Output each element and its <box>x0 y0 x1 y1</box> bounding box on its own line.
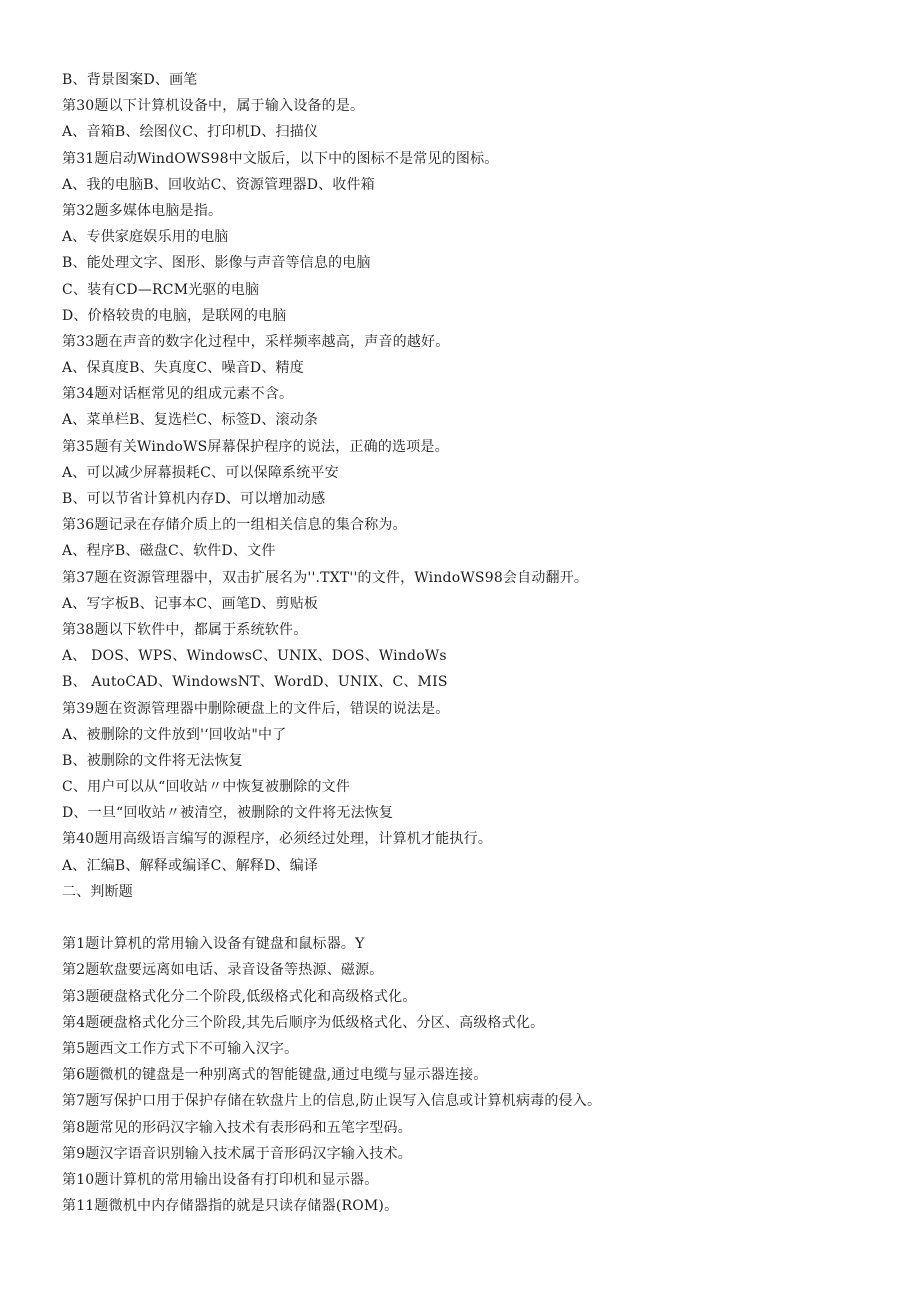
section-heading-judgement: 二、判断题 <box>62 883 133 900</box>
option-line: A、音箱B、绘图仪C、打印机D、扫描仪 <box>62 124 319 141</box>
judgement-5: 第5题西文工作方式下不可输入汉字。 <box>62 1040 299 1057</box>
option-line: B、 AutoCAD、WindowsNT、WordD、UNIX、C、MIS <box>62 674 448 691</box>
option-line: D、一旦“回收站〃被清空，被删除的文件将无法恢复 <box>62 805 394 822</box>
question-37: 第37题在资源管理器中，双击扩展名为''.TXT''的文件，WindoWS98会自动翻开。 <box>62 569 589 586</box>
option-line: A、被删除的文件放到'‘回收站"中了 <box>62 726 287 743</box>
question-32: 第32题多媒体电脑是指。 <box>62 202 223 219</box>
option-line: D、价格较贵的电脑，是联网的电脑 <box>62 307 287 324</box>
judgement-3: 第3题硬盘格式化分二个阶段,低级格式化和高级格式化。 <box>62 988 417 1005</box>
blank-line <box>62 905 902 931</box>
option-line: B、能处理文字、图形、影像与声音等信息的电脑 <box>62 255 371 272</box>
question-34: 第34题对话框常见的组成元素不含。 <box>62 386 294 403</box>
judgement-1: 第1题计算机的常用输入设备有键盘和鼠标器。Y <box>62 936 365 953</box>
judgement-11: 第11题微机中内存储器指的就是只读存储器(ROM)。 <box>62 1198 399 1215</box>
option-line: C、用户可以从“回收站〃中恢复被删除的文件 <box>62 779 351 796</box>
question-33: 第33题在声音的数字化过程中，采样频率越高，声音的越好。 <box>62 333 450 350</box>
option-line: B、被删除的文件将无法恢复 <box>62 752 243 769</box>
option-line: B、背景图案D、画笔 <box>62 72 198 88</box>
judgement-8: 第8题常见的形码汉字输入技术有表形码和五笔字型码。 <box>62 1119 412 1136</box>
judgement-10: 第10题计算机的常用输出设备有打印机和显示器。 <box>62 1171 379 1188</box>
question-38: 第38题以下软件中，都属于系统软件。 <box>62 621 308 638</box>
option-line: A、汇编B、解释或编译C、解释D、编译 <box>62 857 319 874</box>
judgement-9: 第9题汉字语音识别输入技术属于音形码汉字输入技术。 <box>62 1145 412 1162</box>
option-line: A、菜单栏B、复选栏C、标签D、滚动条 <box>62 412 319 429</box>
question-35: 第35题有关WindoWS屏幕保护程序的说法，正确的选项是。 <box>62 438 449 455</box>
option-line: C、装有CD—RCM光驱的电脑 <box>62 281 260 298</box>
option-line: A、 DOS、WPS、WindowsC、UNIX、DOS、WindoWs <box>62 648 447 665</box>
option-line: A、保真度B、失真度C、噪音D、精度 <box>62 360 304 377</box>
option-line: B、可以节省计算机内存D、可以增加动感 <box>62 491 326 507</box>
option-line: A、写字板B、记事本C、画笔D、剪贴板 <box>62 595 319 612</box>
judgement-4: 第4题硬盘格式化分三个阶段,其先后顺序为低级格式化、分区、高级格式化。 <box>62 1014 545 1031</box>
question-36: 第36题记录在存储介质上的一组相关信息的集合称为。 <box>62 517 407 534</box>
question-31: 第31题启动WindOWS98中文版后，以下中的图标不是常见的图标。 <box>62 150 499 167</box>
option-line: A、我的电脑B、回收站C、资源管理器D、收件箱 <box>62 176 375 193</box>
judgement-7: 第7题写保护口用于保护存储在软盘片上的信息,防止误写入信息或计算机病毒的侵入。 <box>62 1093 602 1110</box>
judgement-2: 第2题软盘要远离如电话、录音设备等热源、磁源。 <box>62 962 384 979</box>
question-30: 第30题以下计算机设备中，属于输入设备的是。 <box>62 98 365 115</box>
option-line: A、专供家庭娱乐用的电脑 <box>62 229 229 246</box>
document-body <box>62 67 902 1219</box>
question-39: 第39题在资源管理器中删除硬盘上的文件后，错误的说法是。 <box>62 700 450 717</box>
option-line: A、可以减少屏幕损耗C、可以保障系统平安 <box>62 464 339 481</box>
question-40: 第40题用高级语言编写的源程序，必须经过处理，计算机才能执行。 <box>62 831 493 848</box>
judgement-6: 第6题微机的键盘是一种别离式的智能键盘,通过电缆与显示器连接。 <box>62 1067 488 1084</box>
option-line: A、程序B、磁盘C、软件D、文件 <box>62 543 276 560</box>
